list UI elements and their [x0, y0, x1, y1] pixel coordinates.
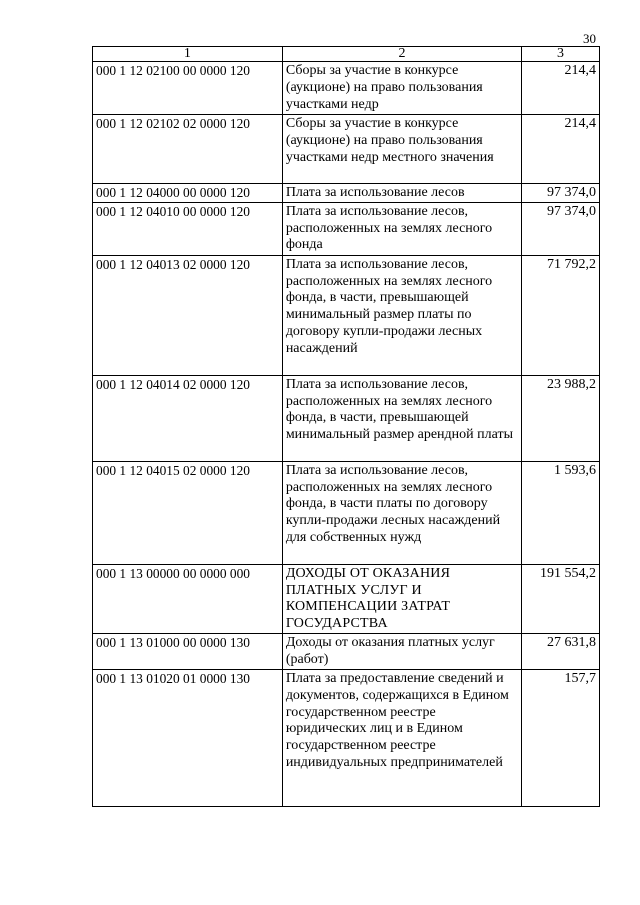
budget-code: 000 1 12 04015 02 0000 120	[93, 461, 283, 564]
table-row	[93, 669, 600, 806]
table-row	[93, 202, 600, 255]
table-row	[93, 255, 600, 375]
revenue-name: ДОХОДЫ ОТ ОКАЗАНИЯ ПЛАТНЫХ УСЛУГ И КОМПЕНСАЦИИ ЗАТРАТ ГОСУДАРСТВА	[282, 564, 521, 633]
revenue-name: Плата за использование лесов, расположенных на землях лесного фонда, в части, превышающей минимальный размер арендной платы	[282, 375, 521, 461]
column-header-2: 2	[282, 47, 521, 62]
revenue-name: Плата за предоставление сведений и документов, содержащихся в Едином государственном реестре юридических лиц и в Едином государственном реестре индивидуальных предпринимателей	[282, 669, 521, 806]
revenue-name: Сборы за участие в конкурсе (аукционе) на право пользования участками недр	[282, 62, 521, 115]
revenue-amount: 214,4	[522, 62, 600, 115]
revenue-amount: 27 631,8	[522, 633, 600, 669]
table-row	[93, 564, 600, 633]
revenue-amount: 23 988,2	[522, 375, 600, 461]
revenue-name: Сборы за участие в конкурсе (аукционе) на право пользования участками недр местного значения	[282, 115, 521, 184]
page-number: 30	[583, 31, 596, 46]
revenue-table	[92, 46, 600, 807]
revenue-amount: 97 374,0	[522, 202, 600, 255]
revenue-amount: 157,7	[522, 669, 600, 806]
budget-code: 000 1 13 01020 01 0000 130	[93, 669, 283, 806]
revenue-name: Плата за использование лесов, расположенных на землях лесного фонда, в части платы по договору купли-продажи лесных насаждений для собственных нужд	[282, 461, 521, 564]
budget-code: 000 1 13 00000 00 0000 000	[93, 564, 283, 633]
revenue-amount: 71 792,2	[522, 255, 600, 375]
table-row	[93, 115, 600, 184]
revenue-amount: 191 554,2	[522, 564, 600, 633]
revenue-amount: 1 593,6	[522, 461, 600, 564]
table-row	[93, 184, 600, 203]
revenue-name: Доходы от оказания платных услуг (работ)	[282, 633, 521, 669]
budget-code: 000 1 12 04000 00 0000 120	[93, 184, 283, 203]
table-row	[93, 461, 600, 564]
revenue-name: Плата за использование лесов, расположенных на землях лесного фонда, в части, превышающей минимальный размер платы по договору купли-продажи лесных насаждений	[282, 255, 521, 375]
budget-code: 000 1 13 01000 00 0000 130	[93, 633, 283, 669]
budget-code: 000 1 12 04010 00 0000 120	[93, 202, 283, 255]
table-row	[93, 375, 600, 461]
budget-code: 000 1 12 04013 02 0000 120	[93, 255, 283, 375]
budget-code: 000 1 12 02102 02 0000 120	[93, 115, 283, 184]
revenue-amount: 214,4	[522, 115, 600, 184]
budget-code: 000 1 12 02100 00 0000 120	[93, 62, 283, 115]
table-row	[93, 62, 600, 115]
column-header-1: 1	[93, 47, 283, 62]
table-header-row	[93, 47, 600, 62]
budget-code: 000 1 12 04014 02 0000 120	[93, 375, 283, 461]
column-header-3: 3	[522, 47, 600, 62]
revenue-name: Плата за использование лесов, расположенных на землях лесного фонда	[282, 202, 521, 255]
revenue-amount: 97 374,0	[522, 184, 600, 203]
table-row	[93, 633, 600, 669]
revenue-name: Плата за использование лесов	[282, 184, 521, 203]
